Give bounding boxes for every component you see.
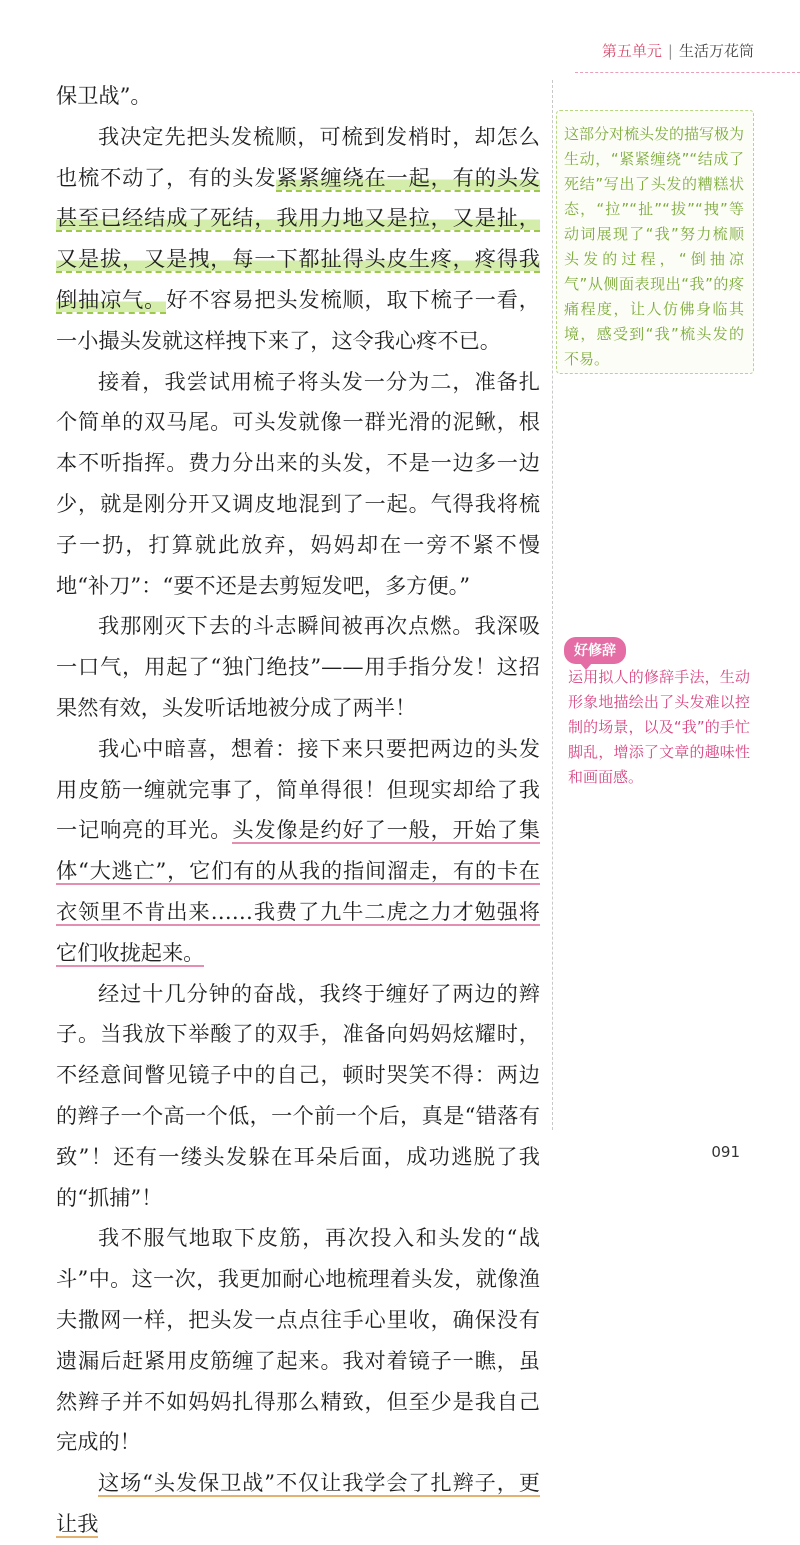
annotation-note-1: 这部分对梳头发的描写极为生动，“紧紧缠绕”“结成了死结”写出了头发的糟糕状态，“拉”“扯”“拔”“拽”等动词展现了“我”努力梳顺头发的过程，“倒抽凉气”从侧面表现出“我”的疼痛程度，让人仿佛身临其境，感受到“我”梳头发的不易。 — [564, 125, 745, 368]
unit-label: 第五单元 — [601, 42, 662, 60]
paragraph — [56, 1463, 540, 1545]
text-segment: 保卫战”。 — [56, 83, 152, 108]
column-divider — [552, 80, 553, 1130]
header-divider — [575, 72, 800, 73]
peach-underline: 这场“头发保卫战”不仅让我学会了扎辫子，更让我 — [56, 1470, 540, 1536]
rhetoric-badge: 好修辞 — [564, 637, 626, 664]
text-segment: 我决定先把头发梳顺，可梳到发梢时，却怎么也梳不动了，有的头发 — [56, 123, 540, 190]
unit-theme: 生活万花筒 — [678, 42, 754, 60]
page-number: 091 — [711, 1143, 740, 1161]
paragraph — [56, 606, 540, 728]
annotation-note-2: 运用拟人的修辞手法，生动形象地描绘出了头发难以控制的场景，以及“我”的手忙脚乱，增添了文章的趣味性和画面感。 — [568, 668, 750, 786]
text-segment: 我那刚灭下去的斗志瞬间被再次点燃。我深吸一口气，用起了“独门绝技”——用手指分发！这招果然有效，头发听话地被分成了两半！ — [56, 613, 540, 720]
green-highlight: 紧紧缠绕在一起，有的头发甚至已经结成了死结，我用力地又是拉，又是扯，又是拔，又是拽，每一下都扯得头皮生疼，疼得我倒抽凉气。 — [56, 164, 540, 312]
main-text — [56, 76, 540, 1545]
text-segment: 我心中暗喜，想着：接下来只要把两边的头发用皮筋一缠就完事了，简单得很！但现实却给了我一记响亮的耳光。 — [56, 735, 540, 843]
page-header: 第五单元 | 生活万花筒 — [601, 42, 754, 60]
paragraph — [56, 117, 540, 362]
text-segment: 好不容易把头发梳顺，取下梳子一看，一小撮头发就这样拽下来了，这令我心疼不已。 — [56, 286, 540, 353]
paragraph — [56, 1218, 540, 1463]
paragraph — [56, 974, 540, 1219]
paragraph — [56, 76, 540, 117]
paragraph — [56, 729, 540, 974]
text-segment: 接着，我尝试用梳子将头发一分为二，准备扎个简单的双马尾。可头发就像一群光滑的泥鳅，根本不听指挥。费力分出来的头发，不是一边多一边少，就是刚分开又调皮地混到了一起。气得我将梳子一扔，打算就此放弃，妈妈却在一旁不紧不慢地“补刀”：“要不还是去剪短发吧，多方便。” — [56, 368, 540, 598]
paragraph — [56, 362, 540, 607]
text-segment: 我不服气地取下皮筋，再次投入和头发的“战斗”中。这一次，我更加耐心地梳理着头发，就像渔夫撒网一样，把头发一点点往手心里收，确保没有遗漏后赶紧用皮筋缠了起来。我对着镜子一瞧，虽然辫子并不如妈妈扎得那么精致，但至少是我自己完成的！ — [56, 1225, 540, 1455]
text-segment: 经过十几分钟的奋战，我终于缠好了两边的辫子。当我放下举酸了的双手，准备向妈妈炫耀时，不经意间瞥见镜子中的自己，顿时哭笑不得：两边的辫子一个高一个低，一个前一个后，真是“错落有致”！还有一缕头发躲在耳朵后面，成功逃脱了我的“抓捕”！ — [56, 980, 540, 1210]
pink-underline: 头发像是约好了一般，开始了集体“大逃亡”，它们有的从我的指间溜走，有的卡在衣领里不肯出来……我费了九牛二虎之力才勉强将它们收拢起来。 — [56, 817, 540, 965]
